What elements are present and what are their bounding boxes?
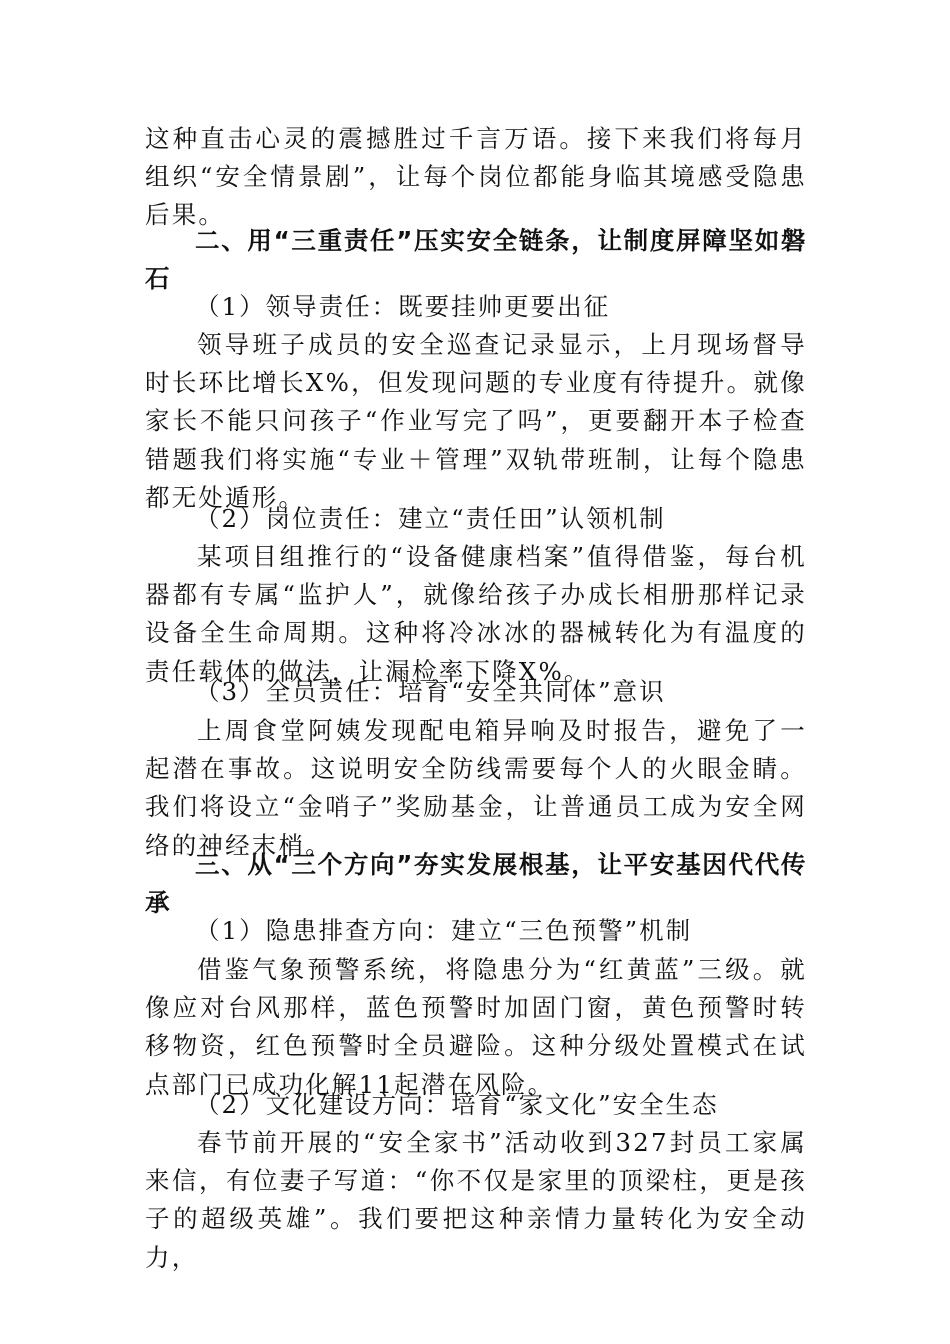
subheading-post-responsibility: （2）岗位责任：建立“责任田”认领机制 bbox=[195, 504, 666, 533]
subheading-all-staff-responsibility: （3）全员责任：培育“安全共同体”意识 bbox=[195, 677, 666, 706]
body-paragraph: 借鉴气象预警系统，将隐患分为“红黄蓝”三级。就像应对台风那样，蓝色预警时加固门窗，黄色预警时转移物资，红色预警时全员避险。这种分级处置模式在试点部门已成功化解11起潜在风险。 bbox=[145, 955, 807, 1099]
subheading-leadership-responsibility: （1）领导责任：既要挂帅更要出征 bbox=[195, 292, 611, 321]
section-heading-three: 三、从“三个方向”夯实发展根基，让平安基因代代传承 bbox=[145, 850, 807, 918]
subheading-hazard-inspection: （1）隐患排查方向：建立“三色预警”机制 bbox=[195, 916, 693, 945]
body-paragraph: 春节前开展的“安全家书”活动收到327封员工家属来信，有位妻子写道：“你不仅是家里的顶梁柱，更是孩子的超级英雄”。我们要把这种亲情力量转化为安全动力， bbox=[145, 1128, 807, 1272]
section-heading-two: 二、用“三重责任”压实安全链条，让制度屏障坚如磐石 bbox=[145, 226, 807, 294]
body-paragraph: 上周食堂阿姨发现配电箱异响及时报告，避免了一起潜在事故。这说明安全防线需要每个人的火眼金睛。我们将设立“金哨子”奖励基金，让普通员工成为安全网络的神经末梢。 bbox=[145, 716, 807, 860]
body-paragraph: 某项目组推行的“设备健康档案”值得借鉴，每台机器都有专属“监护人”，就像给孩子办成长相册那样记录设备全生命周期。这种将冷冰冰的器械转化为有温度的责任载体的做法，让漏检率下降X%。 bbox=[145, 542, 807, 686]
body-paragraph: 这种直击心灵的震撼胜过千言万语。接下来我们将每月组织“安全情景剧”，让每个岗位都能身临其境感受隐患后果。 bbox=[145, 124, 807, 230]
subheading-culture-building: （2）文化建设方向：培育“家文化”安全生态 bbox=[195, 1090, 719, 1119]
body-paragraph: 领导班子成员的安全巡查记录显示，上月现场督导时长环比增长X%，但发现问题的专业度有待提升。就像家长不能只问孩子“作业写完了吗”，更要翻开本子检查错题我们将实施“专业＋管理”双轨带班制，让每个隐患都无处遁形。 bbox=[145, 330, 807, 512]
